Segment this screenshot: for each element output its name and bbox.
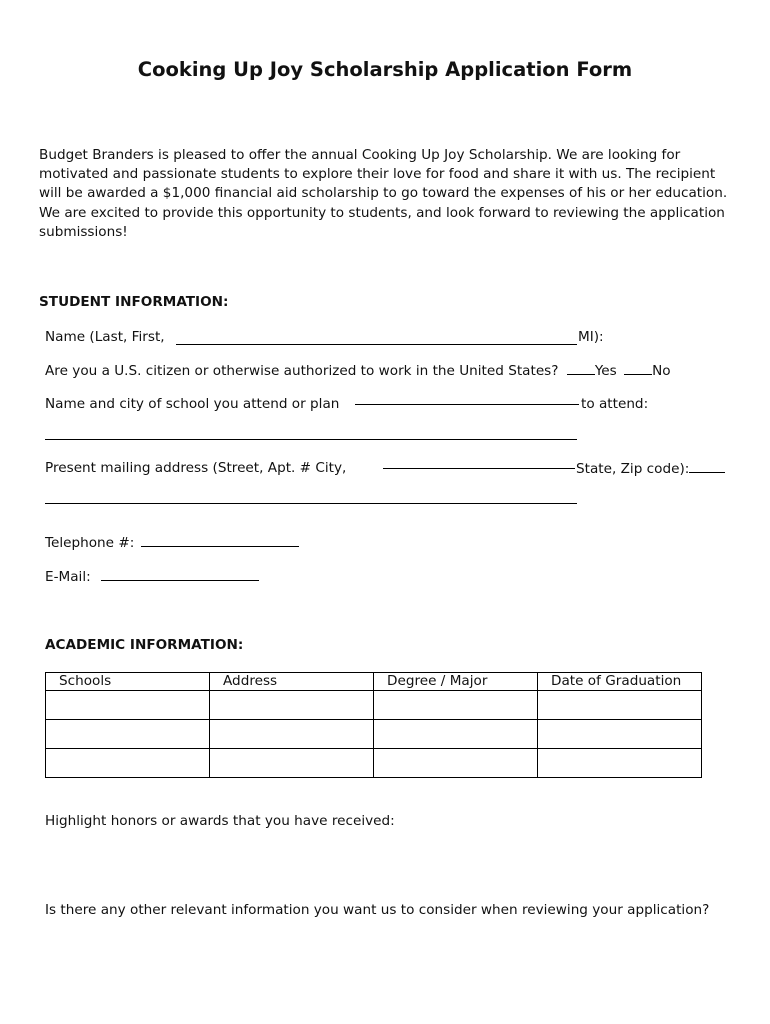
name-field[interactable] [176,344,577,345]
student-info-heading: STUDENT INFORMATION: [39,294,229,310]
address-field-continued[interactable] [45,503,577,504]
school-field[interactable] [355,404,579,405]
table-row [46,720,702,749]
table-cell[interactable] [210,720,374,749]
table-cell[interactable] [538,691,702,720]
school-suffix-label: to attend: [581,396,649,412]
intro-paragraph: Budget Branders is pleased to offer the annual Cooking Up Joy Scholarship. We are looking for motivated and passionate students to explore their love for food and share it with us. The recipient will be awarded a $1,000 financial aid scholarship to go toward the expenses of his or her education. We are excited to provide this opportunity to students, and look forward to reviewing the application submissions! [39,147,728,240]
academic-table [45,672,702,778]
school-field-continued[interactable] [45,439,577,440]
table-cell[interactable] [210,749,374,778]
address-label: Present mailing address (Street, Apt. # City, [45,460,347,476]
telephone-row [45,534,299,551]
citizen-no-field[interactable] [624,362,652,375]
table-cell[interactable] [46,749,210,778]
column-header-schools: Schools [46,673,210,691]
table-cell[interactable] [374,720,538,749]
school-label: Name and city of school you attend or plan [45,396,340,412]
table-cell[interactable] [46,691,210,720]
address-suffix-label: State, Zip code): [576,461,690,477]
citizen-yes-label: Yes [594,363,617,379]
email-row [45,568,259,585]
page-title: Cooking Up Joy Scholarship Application Form [137,58,633,81]
citizen-yes-field[interactable] [567,362,595,375]
table-cell[interactable] [374,749,538,778]
table-cell[interactable] [538,749,702,778]
table-cell[interactable] [374,691,538,720]
table-row [46,691,702,720]
email-field[interactable] [101,568,259,581]
table-cell[interactable] [538,720,702,749]
other-info-label: Is there any other relevant information you want us to consider when reviewing your application? [45,902,710,918]
table-row [46,749,702,778]
citizen-label: Are you a U.S. citizen or otherwise authorized to work in the United States? [45,363,559,379]
citizen-question [45,362,671,379]
column-header-graduation: Date of Graduation [538,673,702,691]
name-label: Name (Last, First, [45,329,165,345]
citizen-no-label: No [652,363,671,379]
address-field[interactable] [383,468,575,469]
zip-code-field[interactable] [689,460,725,473]
academic-info-heading: ACADEMIC INFORMATION: [45,637,244,653]
telephone-label: Telephone #: [45,535,135,551]
name-suffix-label: MI): [578,329,604,345]
honors-label: Highlight honors or awards that you have received: [45,813,395,829]
table-cell[interactable] [46,720,210,749]
column-header-address: Address [210,673,374,691]
column-header-degree: Degree / Major [374,673,538,691]
address-suffix [576,460,725,477]
email-label: E-Mail: [45,569,91,585]
table-header-row [46,673,702,691]
table-cell[interactable] [210,691,374,720]
telephone-field[interactable] [141,534,299,547]
